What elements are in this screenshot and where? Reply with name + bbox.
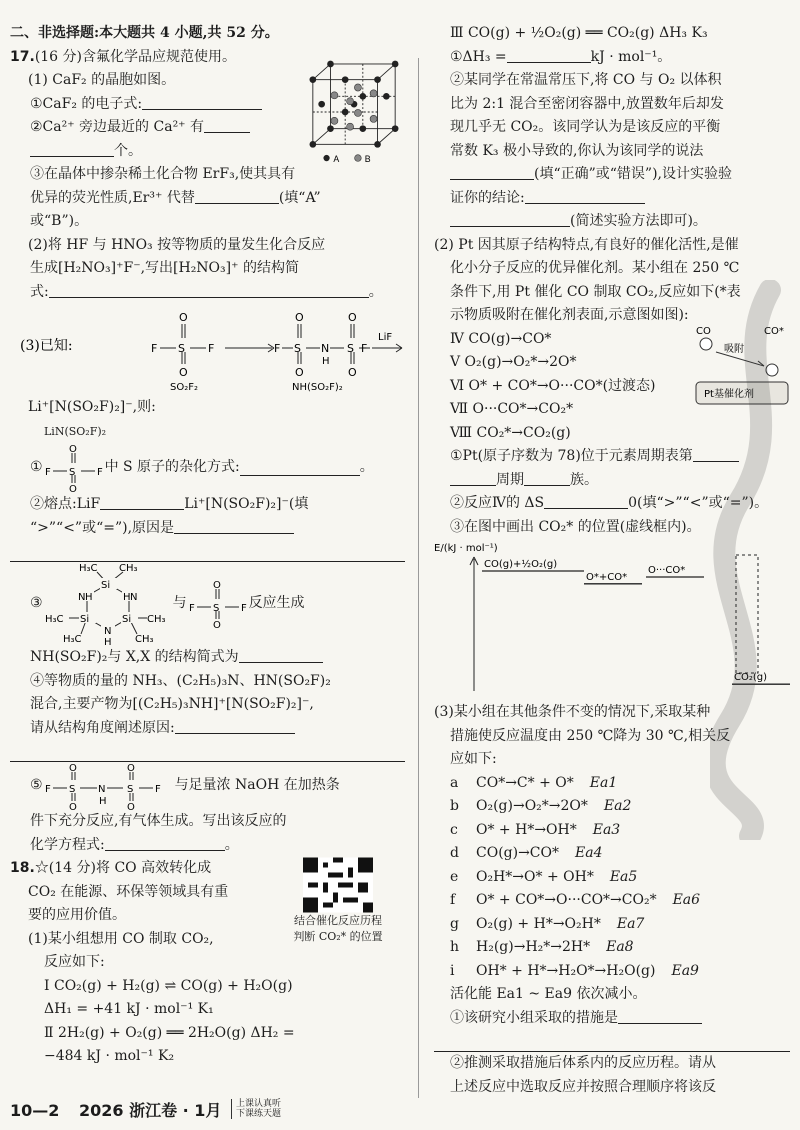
svg-text:O: O bbox=[295, 366, 304, 379]
svg-text:O: O bbox=[126, 763, 135, 774]
so2f2-structure bbox=[43, 443, 105, 493]
energy-level-label: O*+CO* bbox=[586, 571, 628, 583]
q18-p2-q3: ③在图中画出 CO₂* 的位置(虚线框内)。 bbox=[450, 518, 701, 535]
q18-intro-b: CO₂ 在能源、环保等领域具有重 bbox=[28, 883, 229, 900]
answer-blank[interactable] bbox=[49, 282, 369, 298]
reaction-1-b: ΔH₁ = +41 kJ · mol⁻¹ K₁ bbox=[44, 1001, 214, 1017]
cyclotrisilazane-structure bbox=[43, 562, 173, 646]
q18-part2-b: 化小分子反应的优异催化剂。某小组在 250 ℃ bbox=[450, 260, 740, 276]
step-7: Ⅶ O···CO*→CO₂* bbox=[450, 401, 574, 417]
svg-text:CH₃: CH₃ bbox=[134, 634, 154, 645]
diag-adsorb-label: 吸附 bbox=[724, 343, 744, 355]
svg-text:O: O bbox=[68, 802, 77, 810]
page-number: 10—2 bbox=[10, 1100, 60, 1120]
q17-part2-b: 生成[H₂NO₃]⁺F⁻,写出[H₂NO₃]⁺ 的结构简 bbox=[30, 260, 299, 276]
q17-p3-q5-b: 件下充分反应,有气体生成。写出该反应的 bbox=[30, 813, 287, 829]
q18-p1-q2-f: 证你的结论: bbox=[434, 187, 790, 211]
q17-p1-c-end: 或“B”)。 bbox=[30, 213, 89, 229]
svg-text:H₃C: H₃C bbox=[78, 563, 98, 574]
qr-code-icon[interactable] bbox=[303, 857, 373, 913]
q18-part1-b: 反应如下: bbox=[44, 954, 105, 970]
svg-text:O: O bbox=[68, 763, 77, 774]
catalysis-steps bbox=[434, 325, 790, 446]
q17-p3-q3-b: NH(SO₂F)₂与 X,X 的结构简式为 bbox=[10, 646, 405, 670]
step-f: f O* + CO*→O···CO*→CO₂* Ea6 bbox=[450, 892, 701, 908]
qr-note: 结合催化反应历程 bbox=[294, 914, 382, 927]
q17-p3-q2: ②熔点:LiF Li⁺[N(SO₂F)₂]⁻(填 bbox=[30, 496, 309, 512]
q18-p3-q1: ①该研究小组采取的措施是 bbox=[434, 1007, 790, 1031]
caf2-unit-cell-figure bbox=[305, 58, 403, 166]
svg-text:LiF: LiF bbox=[378, 332, 393, 343]
step-b: b O₂(g)→O₂*→2O* Ea2 bbox=[450, 798, 632, 814]
step-5: Ⅴ O₂(g)→O₂*→2O* bbox=[450, 354, 577, 370]
svg-text:N: N bbox=[321, 342, 330, 355]
q18-part3-c: 应如下: bbox=[450, 751, 497, 767]
svg-text:N: N bbox=[103, 626, 112, 637]
svg-text:S: S bbox=[294, 342, 301, 355]
legend-a-label: A bbox=[333, 153, 340, 164]
step-8: Ⅷ CO₂*→CO₂(g) bbox=[450, 424, 571, 441]
answer-blank[interactable] bbox=[175, 718, 295, 734]
answer-box[interactable] bbox=[736, 555, 758, 673]
q18-part3-b: 措施使反应温度由 250 ℃降为 30 ℃,相关反 bbox=[450, 727, 731, 744]
step-4: Ⅳ CO(g)→CO* bbox=[450, 330, 552, 347]
column-divider bbox=[418, 58, 419, 1098]
svg-text:S: S bbox=[68, 467, 75, 478]
elementary-steps-list bbox=[434, 772, 790, 984]
answer-blank[interactable] bbox=[105, 835, 225, 851]
svg-text:O: O bbox=[179, 366, 188, 379]
svg-text:O: O bbox=[68, 444, 77, 455]
q18-p2-q1-b: 周期 族。 bbox=[434, 469, 790, 493]
q18-p3-q2-b: 上述反应中选取反应并按照合理顺序将该反 bbox=[450, 1078, 716, 1095]
svg-text:N: N bbox=[97, 784, 106, 795]
q17-p3-q5: ⑤ O O F S N H O O S F 与足量浓 NaOH 在加热条 bbox=[10, 762, 405, 810]
q17-p3-q4-c: 请从结构角度阐述原因: bbox=[10, 717, 405, 741]
reaction-2: Ⅱ 2H₂(g) + O₂(g) ══ 2H₂O(g) ΔH₂ = bbox=[44, 1024, 295, 1041]
q17-part1-title: (1) CaF₂ 的晶胞如图。 bbox=[28, 72, 176, 88]
q18-p1-q2-d: 常数 K₃ 极小导致的,你认为该同学的说法 bbox=[450, 142, 704, 159]
answer-blank[interactable] bbox=[239, 647, 323, 663]
answer-line[interactable] bbox=[10, 540, 405, 562]
left-column bbox=[10, 22, 405, 1096]
reaction-3: Ⅲ CO(g) + ½O₂(g) ══ CO₂(g) ΔH₃ K₃ bbox=[450, 25, 708, 41]
svg-text:CH₃: CH₃ bbox=[118, 563, 138, 574]
q18-part2: (2) Pt 因其原子结构特点,有良好的催化活性,是催 bbox=[434, 236, 739, 253]
q18-p2-q1: ①Pt(原子序数为 78)位于元素周期表第 bbox=[434, 445, 790, 469]
legend-b-label: B bbox=[364, 153, 371, 164]
q17-part2: (2)将 HF 与 HNO₃ 按等物质的量发生化合反应 bbox=[28, 236, 326, 253]
svg-text:F: F bbox=[240, 603, 247, 614]
energy-profile-chart[interactable] bbox=[434, 541, 790, 701]
svg-text:Si: Si bbox=[79, 614, 89, 625]
q18-p1-q2: ②某同学在常温常压下,将 CO 与 O₂ 以体积 bbox=[450, 72, 722, 88]
svg-text:F: F bbox=[208, 342, 215, 355]
answer-blank[interactable] bbox=[507, 47, 591, 63]
svg-text:NH(SO₂F)₂: NH(SO₂F)₂ bbox=[292, 382, 343, 393]
q17-p1-c-cont: 优异的荧光性质,Er³⁺ 代替 (填“A” bbox=[30, 189, 321, 206]
svg-text:O: O bbox=[348, 366, 357, 379]
svg-text:F: F bbox=[96, 467, 103, 478]
q18-intro-c: 要的应用价值。 bbox=[28, 907, 126, 923]
lin-so2f-label: LiN(SO₂F)₂ bbox=[44, 424, 107, 438]
svg-text:H: H bbox=[122, 592, 131, 603]
svg-text:O: O bbox=[126, 802, 135, 810]
q18-p2-q2: ②反应Ⅳ的 ΔS 0(填“>”“<”或“=”)。 bbox=[450, 495, 769, 511]
answer-blank[interactable] bbox=[450, 470, 496, 486]
diag-co-label: CO bbox=[696, 325, 711, 337]
q17-p1-a: ①CaF₂ 的电子式: bbox=[10, 93, 405, 117]
svg-text:S: S bbox=[126, 784, 133, 795]
q17-p3-q4: ④等物质的量的 NH₃、(C₂H₅)₃N、HN(SO₂F)₂ bbox=[30, 672, 331, 689]
step-c: c O* + H*→OH* Ea3 bbox=[450, 821, 621, 838]
qr-note-2: 判断 CO₂* 的位置 bbox=[293, 930, 383, 943]
svg-text:O: O bbox=[68, 484, 77, 493]
answer-blank[interactable] bbox=[142, 94, 262, 110]
svg-text:N: N bbox=[129, 592, 138, 603]
svg-text:H: H bbox=[84, 592, 93, 603]
answer-line[interactable] bbox=[10, 740, 405, 762]
svg-text:F: F bbox=[151, 342, 158, 355]
footer-slogan: 上课认真听 下课练天题 bbox=[231, 1099, 281, 1119]
svg-text:SO₂F₂: SO₂F₂ bbox=[170, 382, 198, 393]
svg-text:S: S bbox=[347, 342, 354, 355]
svg-text:H₃C: H₃C bbox=[44, 614, 64, 625]
q17-p3-q3: ③ Si Si Si N H H N N H H₃C CH₃ H₃C CH₃ H₃C CH₃ 与 O O F S F 反应生成 bbox=[30, 563, 305, 646]
q18-part3-d: 活化能 Ea1 ~ Ea9 依次减小。 bbox=[450, 986, 647, 1002]
energy-level-label: CO(g)+½O₂(g) bbox=[484, 559, 558, 570]
q18-p1-q2-b: 比为 2:1 混合至密闭容器中,放置数年后却发 bbox=[450, 95, 724, 112]
q17-p3-q2-b: “>”“<”或“=”),原因是 bbox=[10, 517, 405, 541]
svg-text:S: S bbox=[68, 784, 75, 795]
q17-number: 17. bbox=[10, 48, 35, 65]
svg-text:O: O bbox=[212, 580, 221, 591]
answer-blank[interactable] bbox=[204, 117, 250, 133]
answer-blank[interactable] bbox=[450, 211, 570, 227]
svg-text:CH₃: CH₃ bbox=[146, 614, 166, 625]
diag-cos-label: CO* bbox=[764, 325, 784, 337]
svg-text:F: F bbox=[361, 342, 368, 355]
section-heading: 二、非选择题:本大题共 4 小题,共 52 分。 bbox=[10, 25, 279, 41]
diag-pt-label: Pt基催化剂 bbox=[704, 388, 754, 400]
so2f2-structure bbox=[187, 579, 249, 629]
step-h: h H₂(g)→H₂*→2H* Ea8 bbox=[450, 939, 634, 955]
svg-text:H: H bbox=[103, 637, 112, 646]
step-a: a CO*→C* + O* Ea1 bbox=[450, 774, 618, 791]
svg-text:F: F bbox=[44, 467, 51, 478]
reaction-scheme-figure bbox=[10, 304, 405, 396]
step-6: Ⅵ O* + CO*→O···CO*(过渡态) bbox=[450, 377, 656, 394]
q17-p3-q1: ① O O F S F 中 S 原子的杂化方式: 。 bbox=[30, 444, 374, 493]
reaction-1: Ⅰ CO₂(g) + H₂(g) ⇌ CO(g) + H₂O(g) bbox=[44, 977, 293, 994]
q18-p1-q1: ①ΔH₃ = kJ · mol⁻¹。 bbox=[450, 48, 672, 65]
answer-blank[interactable] bbox=[618, 1008, 702, 1024]
svg-text:H: H bbox=[322, 356, 330, 367]
svg-text:(3)已知:: (3)已知: bbox=[20, 338, 73, 354]
answer-line[interactable] bbox=[434, 1030, 790, 1052]
answer-blank[interactable] bbox=[195, 188, 279, 204]
svg-text:F: F bbox=[44, 784, 51, 795]
energy-level-label: CO₂(g) bbox=[734, 672, 768, 684]
svg-text:O: O bbox=[348, 311, 357, 324]
q17-p1-b: ②Ca²⁺ 旁边最近的 Ca²⁺ 有 bbox=[10, 116, 405, 140]
answer-blank[interactable] bbox=[544, 493, 628, 509]
svg-text:H₃C: H₃C bbox=[62, 634, 82, 645]
answer-blank[interactable] bbox=[524, 470, 570, 486]
q18-p1-q2-e: (填“正确”或“错误”),设计实验验 bbox=[434, 163, 790, 187]
answer-blank[interactable] bbox=[525, 188, 645, 204]
answer-blank[interactable] bbox=[240, 460, 360, 476]
svg-text:F: F bbox=[154, 784, 161, 795]
q17-p1-b-cont: 个。 bbox=[10, 140, 405, 164]
answer-blank[interactable] bbox=[174, 518, 294, 534]
answer-blank[interactable] bbox=[693, 446, 739, 462]
q17-intro: 17.(16 分)含氟化学品应规范使用。 bbox=[10, 48, 237, 65]
svg-text:Si: Si bbox=[121, 614, 131, 625]
q18-intro: 18.☆(14 分)将 CO 高效转化成 bbox=[10, 860, 212, 876]
q17-p1-c: ③在晶体中掺杂稀土化合物 ErF₃,使其具有 bbox=[30, 166, 296, 182]
q17-part2-c: 式: 。 bbox=[30, 283, 383, 300]
svg-text:O: O bbox=[295, 311, 304, 324]
svg-text:H: H bbox=[98, 796, 107, 807]
q18-part1: (1)某小组想用 CO 制取 CO₂, bbox=[28, 930, 214, 947]
svg-text:S: S bbox=[178, 342, 185, 355]
chart-ylabel: E/(kJ · mol⁻¹) bbox=[434, 543, 498, 554]
page-footer bbox=[10, 1099, 281, 1123]
svg-text:Si: Si bbox=[100, 580, 110, 591]
exam-title: 2026 浙江卷 · 1月 bbox=[78, 1100, 222, 1120]
answer-blank[interactable] bbox=[450, 164, 534, 180]
svg-text:F: F bbox=[274, 342, 281, 355]
energy-level-label: O···CO* bbox=[648, 565, 686, 576]
q18-p1-q2-c: 现几乎无 CO₂。该同学认为是该反应的平衡 bbox=[450, 119, 721, 135]
step-e: e O₂H*→O* + OH* Ea5 bbox=[450, 868, 638, 885]
answer-blank[interactable] bbox=[30, 141, 114, 157]
svg-text:F: F bbox=[188, 603, 195, 614]
step-g: g O₂(g) + H*→O₂H* Ea7 bbox=[450, 915, 645, 932]
q17-p3-then: Li⁺[N(SO₂F)₂]⁻,则: bbox=[28, 399, 156, 415]
qr-block bbox=[278, 857, 398, 945]
step-d: d CO(g)→CO* Ea4 bbox=[450, 845, 603, 861]
svg-text:S: S bbox=[212, 603, 219, 614]
step-i: i OH* + H*→H₂O*→H₂O(g) Ea9 bbox=[450, 962, 699, 979]
q18-p1-q2-g: (简述实验方法即可)。 bbox=[434, 210, 790, 234]
adsorption-diagram bbox=[694, 322, 790, 414]
hn-so2f-2-structure bbox=[43, 762, 175, 810]
q18-p3-q2: ②推测采取措施后体系内的反应历程。请从 bbox=[450, 1055, 716, 1071]
q17-p3-q5-c: 化学方程式: 。 bbox=[30, 836, 239, 853]
q17-p3-q4-b: 混合,主要产物为[(C₂H₅)₃NH]⁺[N(SO₂F)₂]⁻, bbox=[30, 696, 314, 712]
right-column bbox=[434, 22, 790, 1096]
svg-text:O: O bbox=[212, 620, 221, 629]
q18-part2-d: 示物质吸附在催化剂表面,示意图如图): bbox=[450, 307, 689, 323]
q18-part2-c: 条件下,用 Pt 催化 CO 制取 CO₂,反应如下(*表 bbox=[450, 283, 741, 300]
q18-part3: (3)某小组在其他条件不变的情况下,采取某种 bbox=[434, 704, 711, 720]
svg-text:O: O bbox=[179, 311, 188, 324]
svg-text:N: N bbox=[77, 592, 86, 603]
reaction-2-b: −484 kJ · mol⁻¹ K₂ bbox=[44, 1048, 175, 1064]
answer-blank[interactable] bbox=[100, 494, 184, 510]
q18-number: 18. bbox=[10, 860, 35, 876]
